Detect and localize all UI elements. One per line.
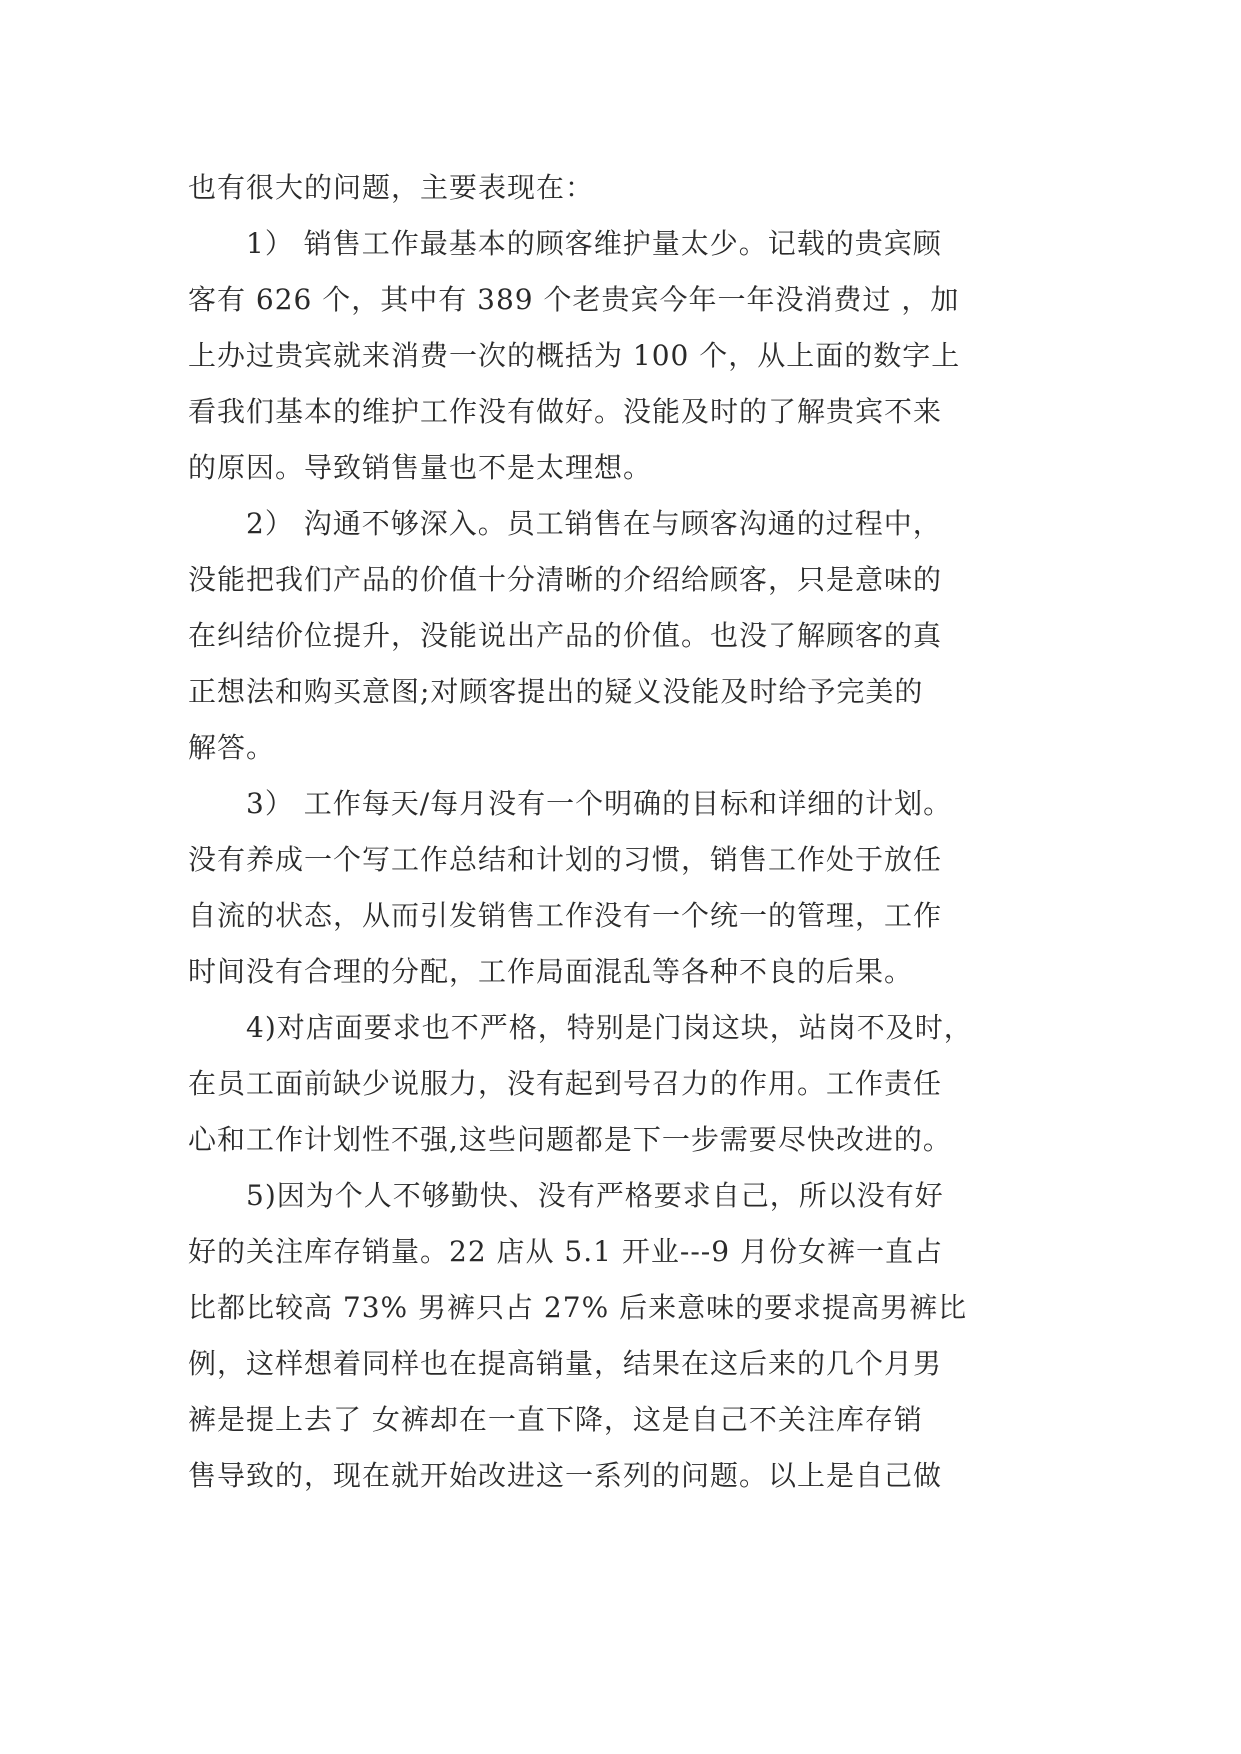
document-body	[188, 160, 1058, 1504]
text-line: 比都比较高 73% 男裤只占 27% 后来意味的要求提高男裤比	[188, 1291, 968, 1324]
text-line: 在纠结价位提升，没能说出产品的价值。也没了解顾客的真	[188, 619, 943, 652]
text-line: 在员工面前缺少说服力，没有起到号召力的作用。工作责任	[188, 1067, 943, 1100]
text-line: 没能把我们产品的价值十分清晰的介绍给顾客，只是意味的	[188, 563, 943, 596]
paragraph-item-5-start: 5)因为个人不够勤快、没有严格要求自己，所以没有好	[246, 1179, 944, 1212]
text-line: 没有养成一个写工作总结和计划的习惯，销售工作处于放任	[188, 843, 943, 876]
text-line: 看我们基本的维护工作没有做好。没能及时的了解贵宾不来	[188, 395, 943, 428]
paragraph-item-1-start: 1） 销售工作最基本的顾客维护量太少。记载的贵宾顾	[246, 227, 942, 260]
text-line: 自流的状态，从而引发销售工作没有一个统一的管理，工作	[188, 899, 943, 932]
text-line: 正想法和购买意图;对顾客提出的疑义没能及时给予完美的	[188, 675, 924, 708]
text-line: 客有 626 个，其中有 389 个老贵宾今年一年没消费过 ，加	[188, 283, 960, 316]
text-line: 裤是提上去了 女裤却在一直下降，这是自己不关注库存销	[188, 1403, 923, 1436]
text-line: 售导致的，现在就开始改进这一系列的问题。以上是自己做	[188, 1459, 943, 1492]
text-line: 好的关注库存销量。22 店从 5.1 开业---9 月份女裤一直占	[188, 1235, 943, 1268]
text-line: 解答。	[188, 731, 276, 764]
paragraph-item-3-start: 3） 工作每天/每月没有一个明确的目标和详细的计划。	[246, 787, 953, 820]
text-line: 的原因。导致销售量也不是太理想。	[188, 451, 653, 484]
paragraph-item-2-start: 2） 沟通不够深入。员工销售在与顾客沟通的过程中，	[246, 507, 942, 540]
text-line: 上办过贵宾就来消费一次的概括为 100 个，从上面的数字上	[188, 339, 961, 372]
paragraph-item-4-start: 4)对店面要求也不严格，特别是门岗这块，站岗不及时，	[246, 1011, 973, 1044]
text-line: 时间没有合理的分配，工作局面混乱等各种不良的后果。	[188, 955, 914, 988]
text-line: 也有很大的问题，主要表现在：	[188, 171, 595, 204]
text-line: 心和工作计划性不强,这些问题都是下一步需要尽快改进的。	[188, 1123, 952, 1156]
text-line: 例，这样想着同样也在提高销量，结果在这后来的几个月男	[188, 1347, 943, 1380]
